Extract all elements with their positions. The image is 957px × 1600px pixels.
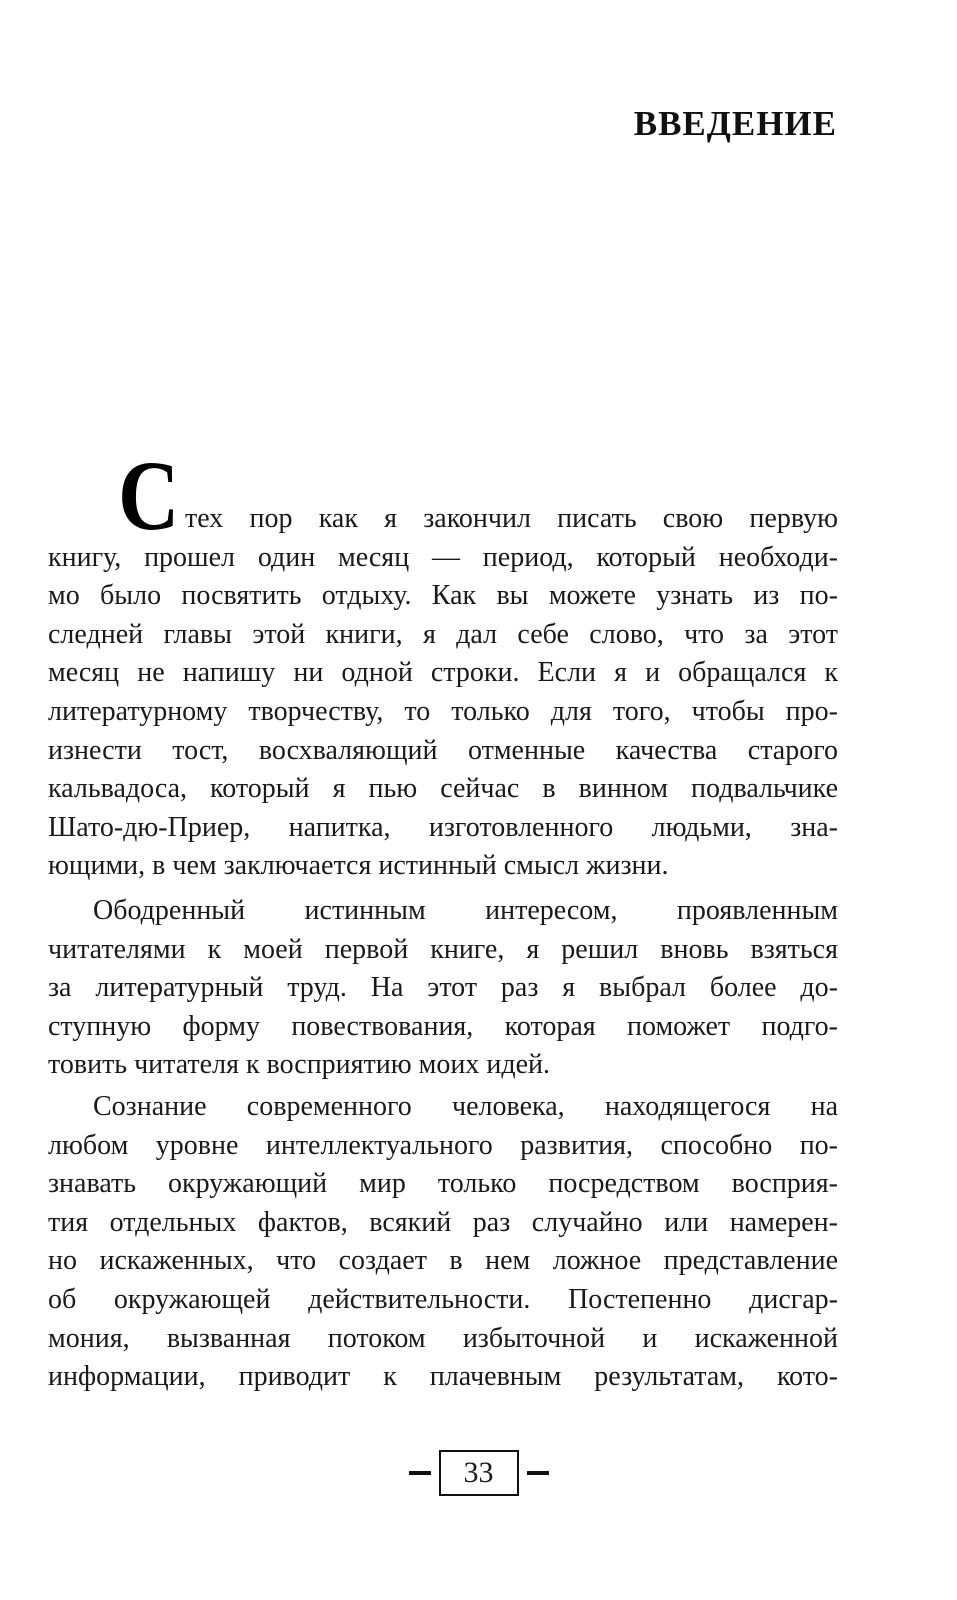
text-line: Ободренный истинным интересом, проявленным [93,895,838,926]
text-line: ступную форму повествования, которая поможет подго- [48,1010,838,1042]
text-line: мония, вызванная потоком избыточной и искаженной [48,1322,838,1354]
paragraph-2 [48,892,838,1085]
text-line: кальвадоса, который я пью сейчас в винном подвальчике [48,773,838,805]
left-dash [409,1471,431,1475]
right-dash [527,1471,549,1475]
text-line: за литературный труд. На этот раз я выбрал более до- [48,972,838,1004]
text-line: Сознание современного человека, находящегося на [93,1091,838,1122]
text-line: изнести тост, восхваляющий отменные качества старого [48,734,838,766]
text-line: информации, приводит к плачевным результатам, кото- [48,1361,838,1393]
text-line: следней главы этой книги, я дал себе слово, что за этот [48,618,838,650]
text-line: тех пор как я закончил писать свою первую [185,503,838,534]
text-line: об окружающей действительности. Постепенно дисгар- [48,1283,838,1315]
text-line: любом уровне интеллектуального развития, способно по- [48,1129,838,1161]
text-line: ющими, в чем заключается истинный смысл жизни. [48,850,669,882]
page-number: 33 [439,1450,519,1496]
paragraph-1 [48,500,838,886]
text-line: литературному творчеству, то только для того, чтобы про- [48,695,838,727]
drop-cap: С [118,440,180,551]
text-line: тия отдельных фактов, всякий раз случайно или намерен- [48,1206,838,1238]
page-number-block [0,1450,957,1496]
text-line: книгу, прошел один месяц — период, который необходи- [48,541,838,573]
text-line: месяц не напишу ни одной строки. Если я и обращался к [48,657,838,689]
text-line: товить читателя к восприятию моих идей. [48,1049,551,1081]
text-line: но искаженных, что создает в нем ложное представление [48,1245,838,1277]
paragraph-3 [48,1088,838,1397]
text-line: читателями к моей первой книге, я решил вновь взяться [48,933,838,965]
text-line: знавать окружающий мир только посредством восприя- [48,1168,838,1200]
chapter-title: ВВЕДЕНИЕ [633,104,837,143]
text-line: мо было посвятить отдыху. Как вы можете узнать из по- [48,580,838,612]
text-line: Шато-дю-Приер, напитка, изготовленного людьми, зна- [48,811,838,843]
